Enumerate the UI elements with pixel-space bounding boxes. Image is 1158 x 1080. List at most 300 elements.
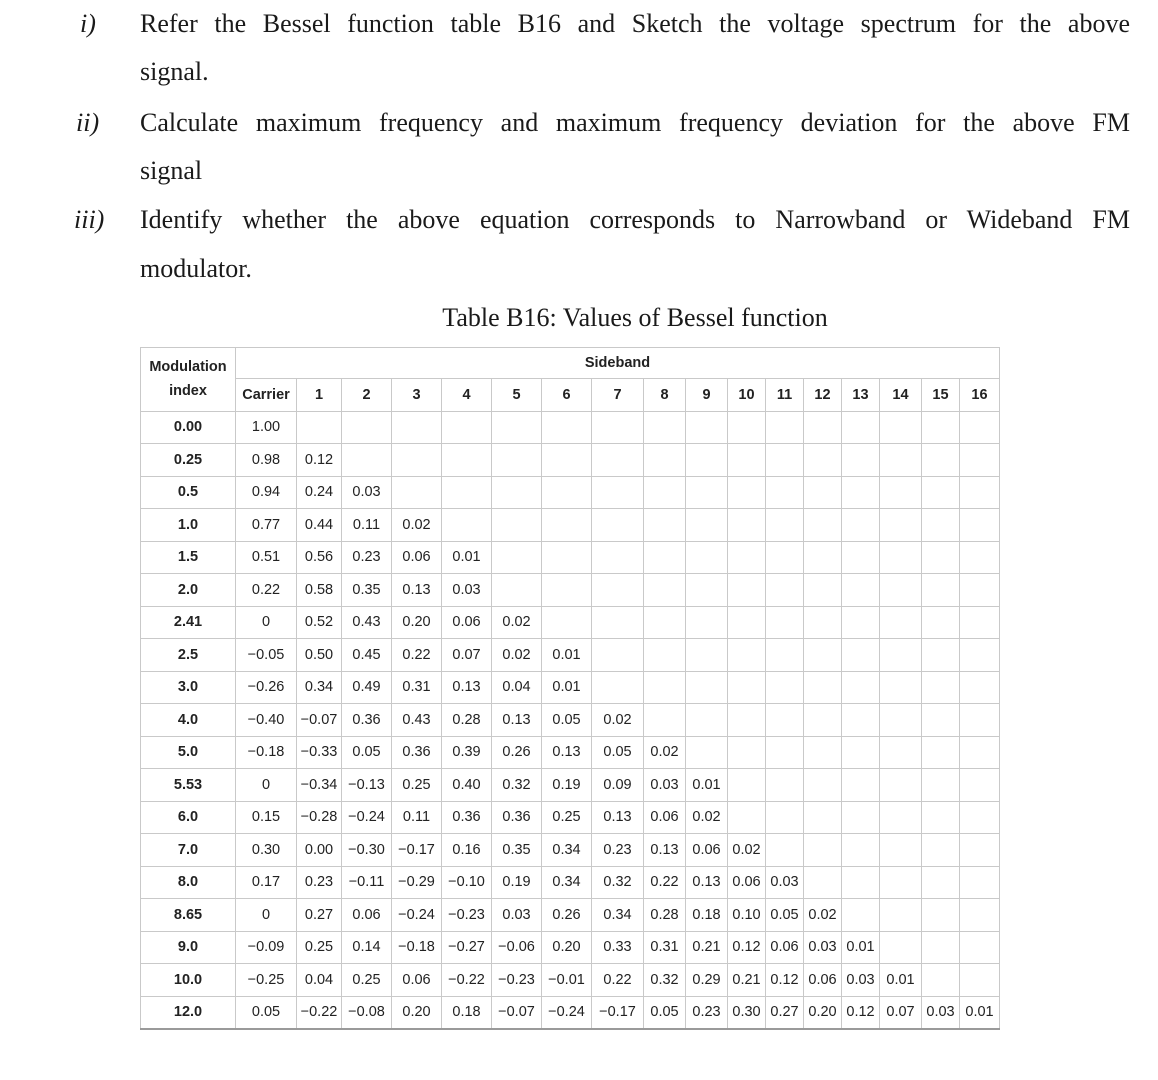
table-row: [141, 964, 1000, 997]
table-row: [141, 606, 1000, 639]
column-header-1: 1: [297, 379, 342, 412]
value-cell: [728, 639, 766, 672]
value-cell: 0.02: [728, 834, 766, 867]
column-header-3: 3: [392, 379, 442, 412]
value-cell: [804, 769, 842, 802]
value-cell: [542, 541, 592, 574]
value-cell: [880, 834, 922, 867]
table-row: [141, 639, 1000, 672]
value-cell: 0.50: [297, 639, 342, 672]
value-cell: 0.58: [297, 574, 342, 607]
value-cell: [804, 671, 842, 704]
table-caption: Table B16: Values of Bessel function: [442, 303, 828, 332]
value-cell: 0.20: [542, 931, 592, 964]
value-cell: 0.18: [442, 996, 492, 1029]
value-cell: [492, 444, 542, 477]
value-cell: [960, 899, 1000, 932]
value-cell: [922, 769, 960, 802]
value-cell: [922, 476, 960, 509]
value-cell: [686, 476, 728, 509]
value-cell: [842, 444, 880, 477]
column-header-row: [141, 379, 1000, 412]
value-cell: [766, 639, 804, 672]
table-row: [141, 509, 1000, 542]
value-cell: 0.31: [644, 931, 686, 964]
value-cell: 0.02: [492, 606, 542, 639]
value-cell: [766, 606, 804, 639]
value-cell: −0.28: [297, 801, 342, 834]
question-3-number: iii): [74, 205, 105, 234]
value-cell: 0.02: [392, 509, 442, 542]
value-cell: [728, 671, 766, 704]
value-cell: [960, 801, 1000, 834]
column-header-5: 5: [492, 379, 542, 412]
value-cell: [804, 866, 842, 899]
value-cell: [592, 639, 644, 672]
value-cell: [880, 639, 922, 672]
value-cell: 0.40: [442, 769, 492, 802]
modulation-index-cell: 2.41: [141, 606, 236, 639]
value-cell: [880, 801, 922, 834]
modulation-index-cell: 12.0: [141, 996, 236, 1029]
modulation-index-cell: 0.5: [141, 476, 236, 509]
value-cell: 0.06: [728, 866, 766, 899]
column-header-9: 9: [686, 379, 728, 412]
value-cell: [842, 606, 880, 639]
value-cell: 0.98: [236, 444, 297, 477]
value-cell: [728, 769, 766, 802]
value-cell: [804, 444, 842, 477]
value-cell: [644, 574, 686, 607]
modulation-index-cell: 9.0: [141, 931, 236, 964]
value-cell: [922, 704, 960, 737]
value-cell: 0.30: [728, 996, 766, 1029]
value-cell: [766, 444, 804, 477]
question-2-line-2: signal: [140, 156, 203, 185]
value-cell: [922, 964, 960, 997]
value-cell: [766, 476, 804, 509]
value-cell: 0.01: [542, 671, 592, 704]
value-cell: −0.25: [236, 964, 297, 997]
question-1-line-2: signal.: [140, 57, 209, 86]
value-cell: 0.09: [592, 769, 644, 802]
value-cell: 0.13: [542, 736, 592, 769]
value-cell: [842, 509, 880, 542]
value-cell: [842, 704, 880, 737]
value-cell: [766, 769, 804, 802]
column-header-6: 6: [542, 379, 592, 412]
value-cell: [392, 476, 442, 509]
value-cell: [842, 541, 880, 574]
value-cell: −0.22: [297, 996, 342, 1029]
value-cell: 0.11: [392, 801, 442, 834]
value-cell: [922, 606, 960, 639]
value-cell: [442, 411, 492, 444]
value-cell: 0.28: [644, 899, 686, 932]
value-cell: [686, 509, 728, 542]
value-cell: [766, 509, 804, 542]
value-cell: [728, 801, 766, 834]
value-cell: [960, 444, 1000, 477]
value-cell: 0.05: [766, 899, 804, 932]
value-cell: [960, 606, 1000, 639]
value-cell: −0.26: [236, 671, 297, 704]
value-cell: 0.25: [297, 931, 342, 964]
value-cell: 0.03: [804, 931, 842, 964]
value-cell: [842, 639, 880, 672]
table-row: [141, 574, 1000, 607]
value-cell: 0.22: [592, 964, 644, 997]
value-cell: 0.24: [297, 476, 342, 509]
value-cell: [342, 444, 392, 477]
value-cell: −0.18: [236, 736, 297, 769]
table-row: [141, 736, 1000, 769]
value-cell: [592, 444, 644, 477]
value-cell: [644, 639, 686, 672]
modulation-index-cell: 8.0: [141, 866, 236, 899]
value-cell: [686, 671, 728, 704]
value-cell: 0.13: [392, 574, 442, 607]
value-cell: −0.24: [392, 899, 442, 932]
value-cell: 0.06: [392, 964, 442, 997]
value-cell: [960, 736, 1000, 769]
table-row: [141, 671, 1000, 704]
value-cell: [644, 444, 686, 477]
column-header-2: 2: [342, 379, 392, 412]
column-header-12: 12: [804, 379, 842, 412]
value-cell: [766, 541, 804, 574]
value-cell: 0.03: [644, 769, 686, 802]
value-cell: [766, 801, 804, 834]
value-cell: [686, 639, 728, 672]
value-cell: 0.30: [236, 834, 297, 867]
column-header-13: 13: [842, 379, 880, 412]
table-row: [141, 866, 1000, 899]
value-cell: 0.03: [842, 964, 880, 997]
value-cell: [804, 574, 842, 607]
value-cell: 0.44: [297, 509, 342, 542]
value-cell: −0.27: [442, 931, 492, 964]
value-cell: 0.25: [542, 801, 592, 834]
value-cell: 0.56: [297, 541, 342, 574]
value-cell: 0: [236, 769, 297, 802]
modulation-header-line-1: Modulation: [149, 359, 227, 376]
value-cell: 0.33: [592, 931, 644, 964]
value-cell: [960, 866, 1000, 899]
column-header-carrier: Carrier: [236, 379, 297, 412]
sideband-header: Sideband: [236, 348, 1000, 379]
value-cell: 0.03: [442, 574, 492, 607]
modulation-index-cell: 2.5: [141, 639, 236, 672]
value-cell: [686, 606, 728, 639]
value-cell: [842, 411, 880, 444]
value-cell: 0.15: [236, 801, 297, 834]
modulation-index-cell: 6.0: [141, 801, 236, 834]
value-cell: 0.22: [236, 574, 297, 607]
value-cell: [880, 444, 922, 477]
value-cell: 0.23: [342, 541, 392, 574]
value-cell: 0.28: [442, 704, 492, 737]
value-cell: 0.36: [492, 801, 542, 834]
value-cell: 0.25: [342, 964, 392, 997]
table-row: [141, 444, 1000, 477]
question-2-line-1: Calculate maximum frequency and maximum frequency deviation for the above FM: [140, 108, 1130, 137]
value-cell: 0.32: [592, 866, 644, 899]
value-cell: [592, 671, 644, 704]
value-cell: [392, 444, 442, 477]
value-cell: 0.10: [728, 899, 766, 932]
value-cell: 0.03: [766, 866, 804, 899]
modulation-index-cell: 10.0: [141, 964, 236, 997]
value-cell: −0.23: [492, 964, 542, 997]
question-3-line-1: Identify whether the above equation corresponds to Narrowband or Wideband FM: [140, 205, 1130, 234]
value-cell: [960, 671, 1000, 704]
value-cell: −0.24: [542, 996, 592, 1029]
value-cell: 0.06: [342, 899, 392, 932]
value-cell: 0.06: [644, 801, 686, 834]
value-cell: [492, 541, 542, 574]
value-cell: −0.05: [236, 639, 297, 672]
value-cell: [960, 639, 1000, 672]
question-3-line-2: modulator.: [140, 254, 252, 283]
value-cell: [880, 574, 922, 607]
value-cell: [842, 736, 880, 769]
value-cell: 0.05: [644, 996, 686, 1029]
value-cell: −0.17: [592, 996, 644, 1029]
value-cell: [492, 476, 542, 509]
value-cell: 0.02: [592, 704, 644, 737]
value-cell: 0.43: [392, 704, 442, 737]
value-cell: 0.12: [297, 444, 342, 477]
value-cell: −0.23: [442, 899, 492, 932]
table-row: [141, 801, 1000, 834]
value-cell: 0.52: [297, 606, 342, 639]
value-cell: [880, 541, 922, 574]
value-cell: 0.36: [442, 801, 492, 834]
value-cell: 0.19: [492, 866, 542, 899]
value-cell: [842, 899, 880, 932]
value-cell: [922, 736, 960, 769]
value-cell: [592, 411, 644, 444]
value-cell: [644, 411, 686, 444]
value-cell: [880, 606, 922, 639]
value-cell: 0.22: [644, 866, 686, 899]
value-cell: −0.24: [342, 801, 392, 834]
value-cell: 0.32: [644, 964, 686, 997]
value-cell: [922, 834, 960, 867]
value-cell: 0.13: [686, 866, 728, 899]
value-cell: [922, 509, 960, 542]
modulation-index-cell: 1.5: [141, 541, 236, 574]
value-cell: [960, 769, 1000, 802]
value-cell: [842, 866, 880, 899]
modulation-index-cell: 0.00: [141, 411, 236, 444]
value-cell: [592, 509, 644, 542]
value-cell: −0.18: [392, 931, 442, 964]
value-cell: 0.27: [297, 899, 342, 932]
value-cell: 0.01: [542, 639, 592, 672]
value-cell: [442, 509, 492, 542]
value-cell: 0.36: [342, 704, 392, 737]
value-cell: [922, 931, 960, 964]
value-cell: 0.34: [592, 899, 644, 932]
value-cell: 0: [236, 606, 297, 639]
value-cell: 0.21: [686, 931, 728, 964]
value-cell: [644, 704, 686, 737]
value-cell: [686, 444, 728, 477]
value-cell: [686, 411, 728, 444]
value-cell: [880, 411, 922, 444]
value-cell: [686, 574, 728, 607]
value-cell: [804, 834, 842, 867]
value-cell: [922, 444, 960, 477]
value-cell: [492, 509, 542, 542]
modulation-index-cell: 5.0: [141, 736, 236, 769]
value-cell: [644, 541, 686, 574]
value-cell: 0.06: [392, 541, 442, 574]
column-header-11: 11: [766, 379, 804, 412]
value-cell: [880, 671, 922, 704]
value-cell: 0.22: [392, 639, 442, 672]
value-cell: 0.16: [442, 834, 492, 867]
value-cell: 0.23: [592, 834, 644, 867]
value-cell: [960, 834, 1000, 867]
value-cell: −0.29: [392, 866, 442, 899]
value-cell: 0.03: [922, 996, 960, 1029]
value-cell: [392, 411, 442, 444]
value-cell: [880, 769, 922, 802]
value-cell: 0.39: [442, 736, 492, 769]
table-row: [141, 476, 1000, 509]
value-cell: [766, 574, 804, 607]
value-cell: [960, 704, 1000, 737]
value-cell: 0.35: [492, 834, 542, 867]
value-cell: [766, 834, 804, 867]
table-header-row: [141, 348, 1000, 379]
value-cell: −0.08: [342, 996, 392, 1029]
value-cell: 0.04: [492, 671, 542, 704]
value-cell: [728, 606, 766, 639]
question-2-number: ii): [76, 108, 100, 137]
value-cell: 0.94: [236, 476, 297, 509]
value-cell: 0.02: [686, 801, 728, 834]
value-cell: 0.02: [492, 639, 542, 672]
value-cell: −0.09: [236, 931, 297, 964]
value-cell: [766, 736, 804, 769]
value-cell: [842, 769, 880, 802]
value-cell: [922, 801, 960, 834]
value-cell: 0.49: [342, 671, 392, 704]
table-row: [141, 769, 1000, 802]
value-cell: 0.12: [766, 964, 804, 997]
value-cell: [728, 704, 766, 737]
value-cell: 0.19: [542, 769, 592, 802]
value-cell: [922, 541, 960, 574]
value-cell: [960, 476, 1000, 509]
table-body: [141, 411, 1000, 1029]
value-cell: 0.05: [236, 996, 297, 1029]
value-cell: −0.40: [236, 704, 297, 737]
value-cell: [804, 541, 842, 574]
value-cell: 0.13: [442, 671, 492, 704]
table-row: [141, 411, 1000, 444]
value-cell: 0.34: [542, 834, 592, 867]
value-cell: [728, 476, 766, 509]
value-cell: [766, 411, 804, 444]
modulation-index-cell: 7.0: [141, 834, 236, 867]
value-cell: [804, 736, 842, 769]
value-cell: −0.11: [342, 866, 392, 899]
modulation-index-cell: 3.0: [141, 671, 236, 704]
value-cell: 0.01: [880, 964, 922, 997]
value-cell: [542, 411, 592, 444]
value-cell: [686, 541, 728, 574]
value-cell: 0.05: [342, 736, 392, 769]
value-cell: 0.05: [542, 704, 592, 737]
value-cell: 0.27: [766, 996, 804, 1029]
table-row: [141, 704, 1000, 737]
value-cell: [922, 574, 960, 607]
value-cell: 0.12: [842, 996, 880, 1029]
value-cell: [842, 476, 880, 509]
value-cell: 0.17: [236, 866, 297, 899]
value-cell: 0.05: [592, 736, 644, 769]
value-cell: −0.07: [297, 704, 342, 737]
value-cell: [542, 574, 592, 607]
value-cell: −0.06: [492, 931, 542, 964]
value-cell: [804, 639, 842, 672]
value-cell: 0.13: [592, 801, 644, 834]
value-cell: [644, 606, 686, 639]
value-cell: [960, 964, 1000, 997]
value-cell: 0.20: [804, 996, 842, 1029]
value-cell: 0.01: [842, 931, 880, 964]
value-cell: 0.29: [686, 964, 728, 997]
value-cell: [880, 509, 922, 542]
value-cell: 0.13: [492, 704, 542, 737]
value-cell: 0.26: [492, 736, 542, 769]
value-cell: [922, 866, 960, 899]
value-cell: [842, 671, 880, 704]
value-cell: 0.06: [442, 606, 492, 639]
value-cell: [960, 574, 1000, 607]
value-cell: 0.34: [297, 671, 342, 704]
modulation-index-cell: 1.0: [141, 509, 236, 542]
value-cell: [804, 801, 842, 834]
value-cell: 0.25: [392, 769, 442, 802]
value-cell: [922, 899, 960, 932]
value-cell: [842, 574, 880, 607]
value-cell: [804, 606, 842, 639]
value-cell: 0.07: [442, 639, 492, 672]
table-row: [141, 996, 1000, 1029]
value-cell: [342, 411, 392, 444]
value-cell: −0.34: [297, 769, 342, 802]
value-cell: 0: [236, 899, 297, 932]
column-header-8: 8: [644, 379, 686, 412]
value-cell: 0.20: [392, 996, 442, 1029]
modulation-index-cell: 4.0: [141, 704, 236, 737]
value-cell: [728, 411, 766, 444]
value-cell: [542, 476, 592, 509]
value-cell: [804, 411, 842, 444]
value-cell: −0.10: [442, 866, 492, 899]
value-cell: [644, 476, 686, 509]
value-cell: [960, 509, 1000, 542]
value-cell: [492, 574, 542, 607]
value-cell: [442, 476, 492, 509]
value-cell: [880, 899, 922, 932]
